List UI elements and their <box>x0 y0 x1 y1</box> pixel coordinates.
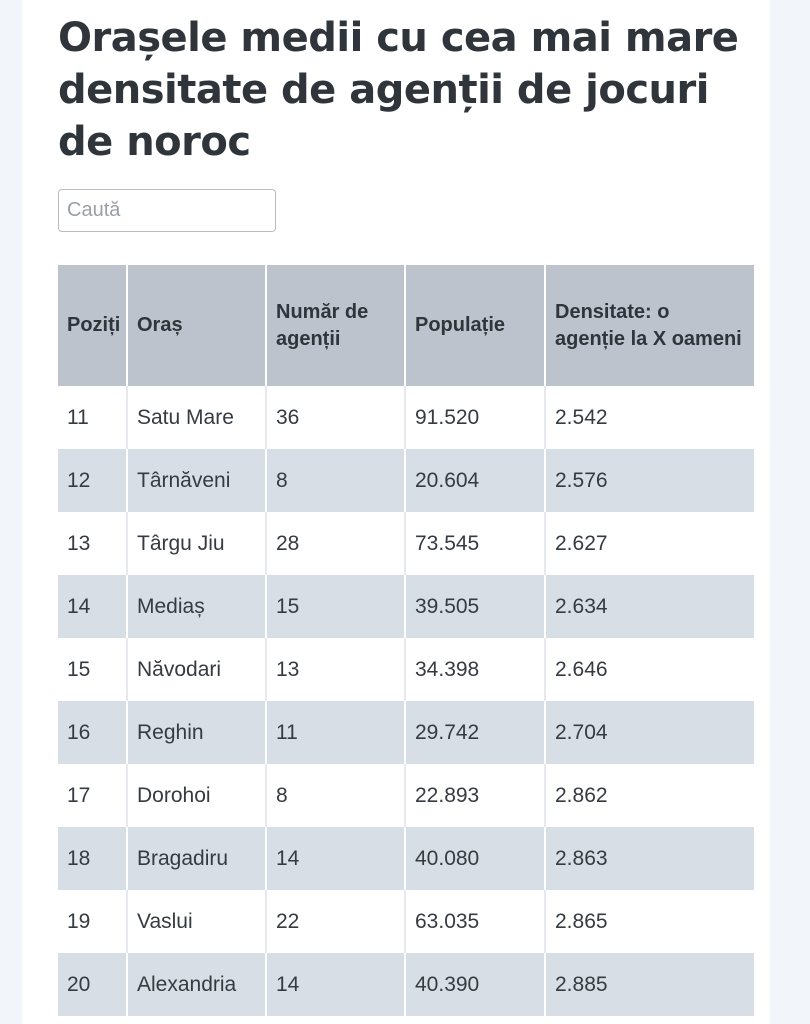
cell-city: Târnăveni <box>127 449 266 512</box>
cell-city: Vaslui <box>127 890 266 953</box>
cell-population: 29.742 <box>405 701 545 764</box>
cell-population: 34.398 <box>405 638 545 701</box>
table-header <box>58 265 754 386</box>
table-row <box>58 701 754 764</box>
cell-city: Târgu Jiu <box>127 512 266 575</box>
cell-position: 19 <box>58 890 127 953</box>
cell-agency-count: 8 <box>266 764 405 827</box>
cell-agency-count: 28 <box>266 512 405 575</box>
cell-population: 39.505 <box>405 575 545 638</box>
cell-agency-count: 8 <box>266 449 405 512</box>
cell-density: 2.576 <box>545 449 754 512</box>
data-table <box>58 265 754 1016</box>
cell-population: 63.035 <box>405 890 545 953</box>
cell-position: 16 <box>58 701 127 764</box>
table-row <box>58 764 754 827</box>
cell-agency-count: 14 <box>266 953 405 1016</box>
cell-density: 2.542 <box>545 386 754 449</box>
cell-population: 91.520 <box>405 386 545 449</box>
cell-agency-count: 13 <box>266 638 405 701</box>
table-header-row <box>58 265 754 386</box>
cell-density: 2.863 <box>545 827 754 890</box>
table-body <box>58 386 754 1016</box>
cell-position: 11 <box>58 386 127 449</box>
cell-city: Năvodari <box>127 638 266 701</box>
cell-density: 2.862 <box>545 764 754 827</box>
table-row <box>58 512 754 575</box>
column-header-density[interactable]: Densitate: o agenție la X oameni <box>545 265 754 386</box>
cell-agency-count: 11 <box>266 701 405 764</box>
cell-position: 15 <box>58 638 127 701</box>
page-title: Orașele medii cu cea mai mare densitate de agenții de jocuri de noroc <box>58 15 739 165</box>
article-page <box>22 0 770 1024</box>
cell-city: Satu Mare <box>127 386 266 449</box>
cell-population: 40.390 <box>405 953 545 1016</box>
cell-agency-count: 36 <box>266 386 405 449</box>
column-header-position[interactable]: Poziți <box>58 265 127 386</box>
cell-density: 2.634 <box>545 575 754 638</box>
table-row <box>58 638 754 701</box>
cell-position: 18 <box>58 827 127 890</box>
table-row <box>58 953 754 1016</box>
search-input[interactable] <box>58 189 276 232</box>
table-row <box>58 827 754 890</box>
table-row <box>58 386 754 449</box>
cell-density: 2.704 <box>545 701 754 764</box>
cell-agency-count: 14 <box>266 827 405 890</box>
cell-city: Dorohoi <box>127 764 266 827</box>
cell-position: 17 <box>58 764 127 827</box>
cell-position: 14 <box>58 575 127 638</box>
cell-population: 22.893 <box>405 764 545 827</box>
cell-population: 20.604 <box>405 449 545 512</box>
cell-population: 73.545 <box>405 512 545 575</box>
table-row <box>58 449 754 512</box>
cell-density: 2.627 <box>545 512 754 575</box>
cell-density: 2.885 <box>545 953 754 1016</box>
table-row <box>58 575 754 638</box>
cell-position: 13 <box>58 512 127 575</box>
column-header-city[interactable]: Oraș <box>127 265 266 386</box>
table-row <box>58 890 754 953</box>
cell-density: 2.865 <box>545 890 754 953</box>
cell-city: Reghin <box>127 701 266 764</box>
cell-density: 2.646 <box>545 638 754 701</box>
cell-agency-count: 22 <box>266 890 405 953</box>
cell-city: Mediaș <box>127 575 266 638</box>
cell-population: 40.080 <box>405 827 545 890</box>
column-header-agency-count[interactable]: Număr de agenții <box>266 265 405 386</box>
cell-agency-count: 15 <box>266 575 405 638</box>
column-header-population[interactable]: Populație <box>405 265 545 386</box>
cell-city: Alexandria <box>127 953 266 1016</box>
cell-city: Bragadiru <box>127 827 266 890</box>
cell-position: 12 <box>58 449 127 512</box>
cell-position: 20 <box>58 953 127 1016</box>
